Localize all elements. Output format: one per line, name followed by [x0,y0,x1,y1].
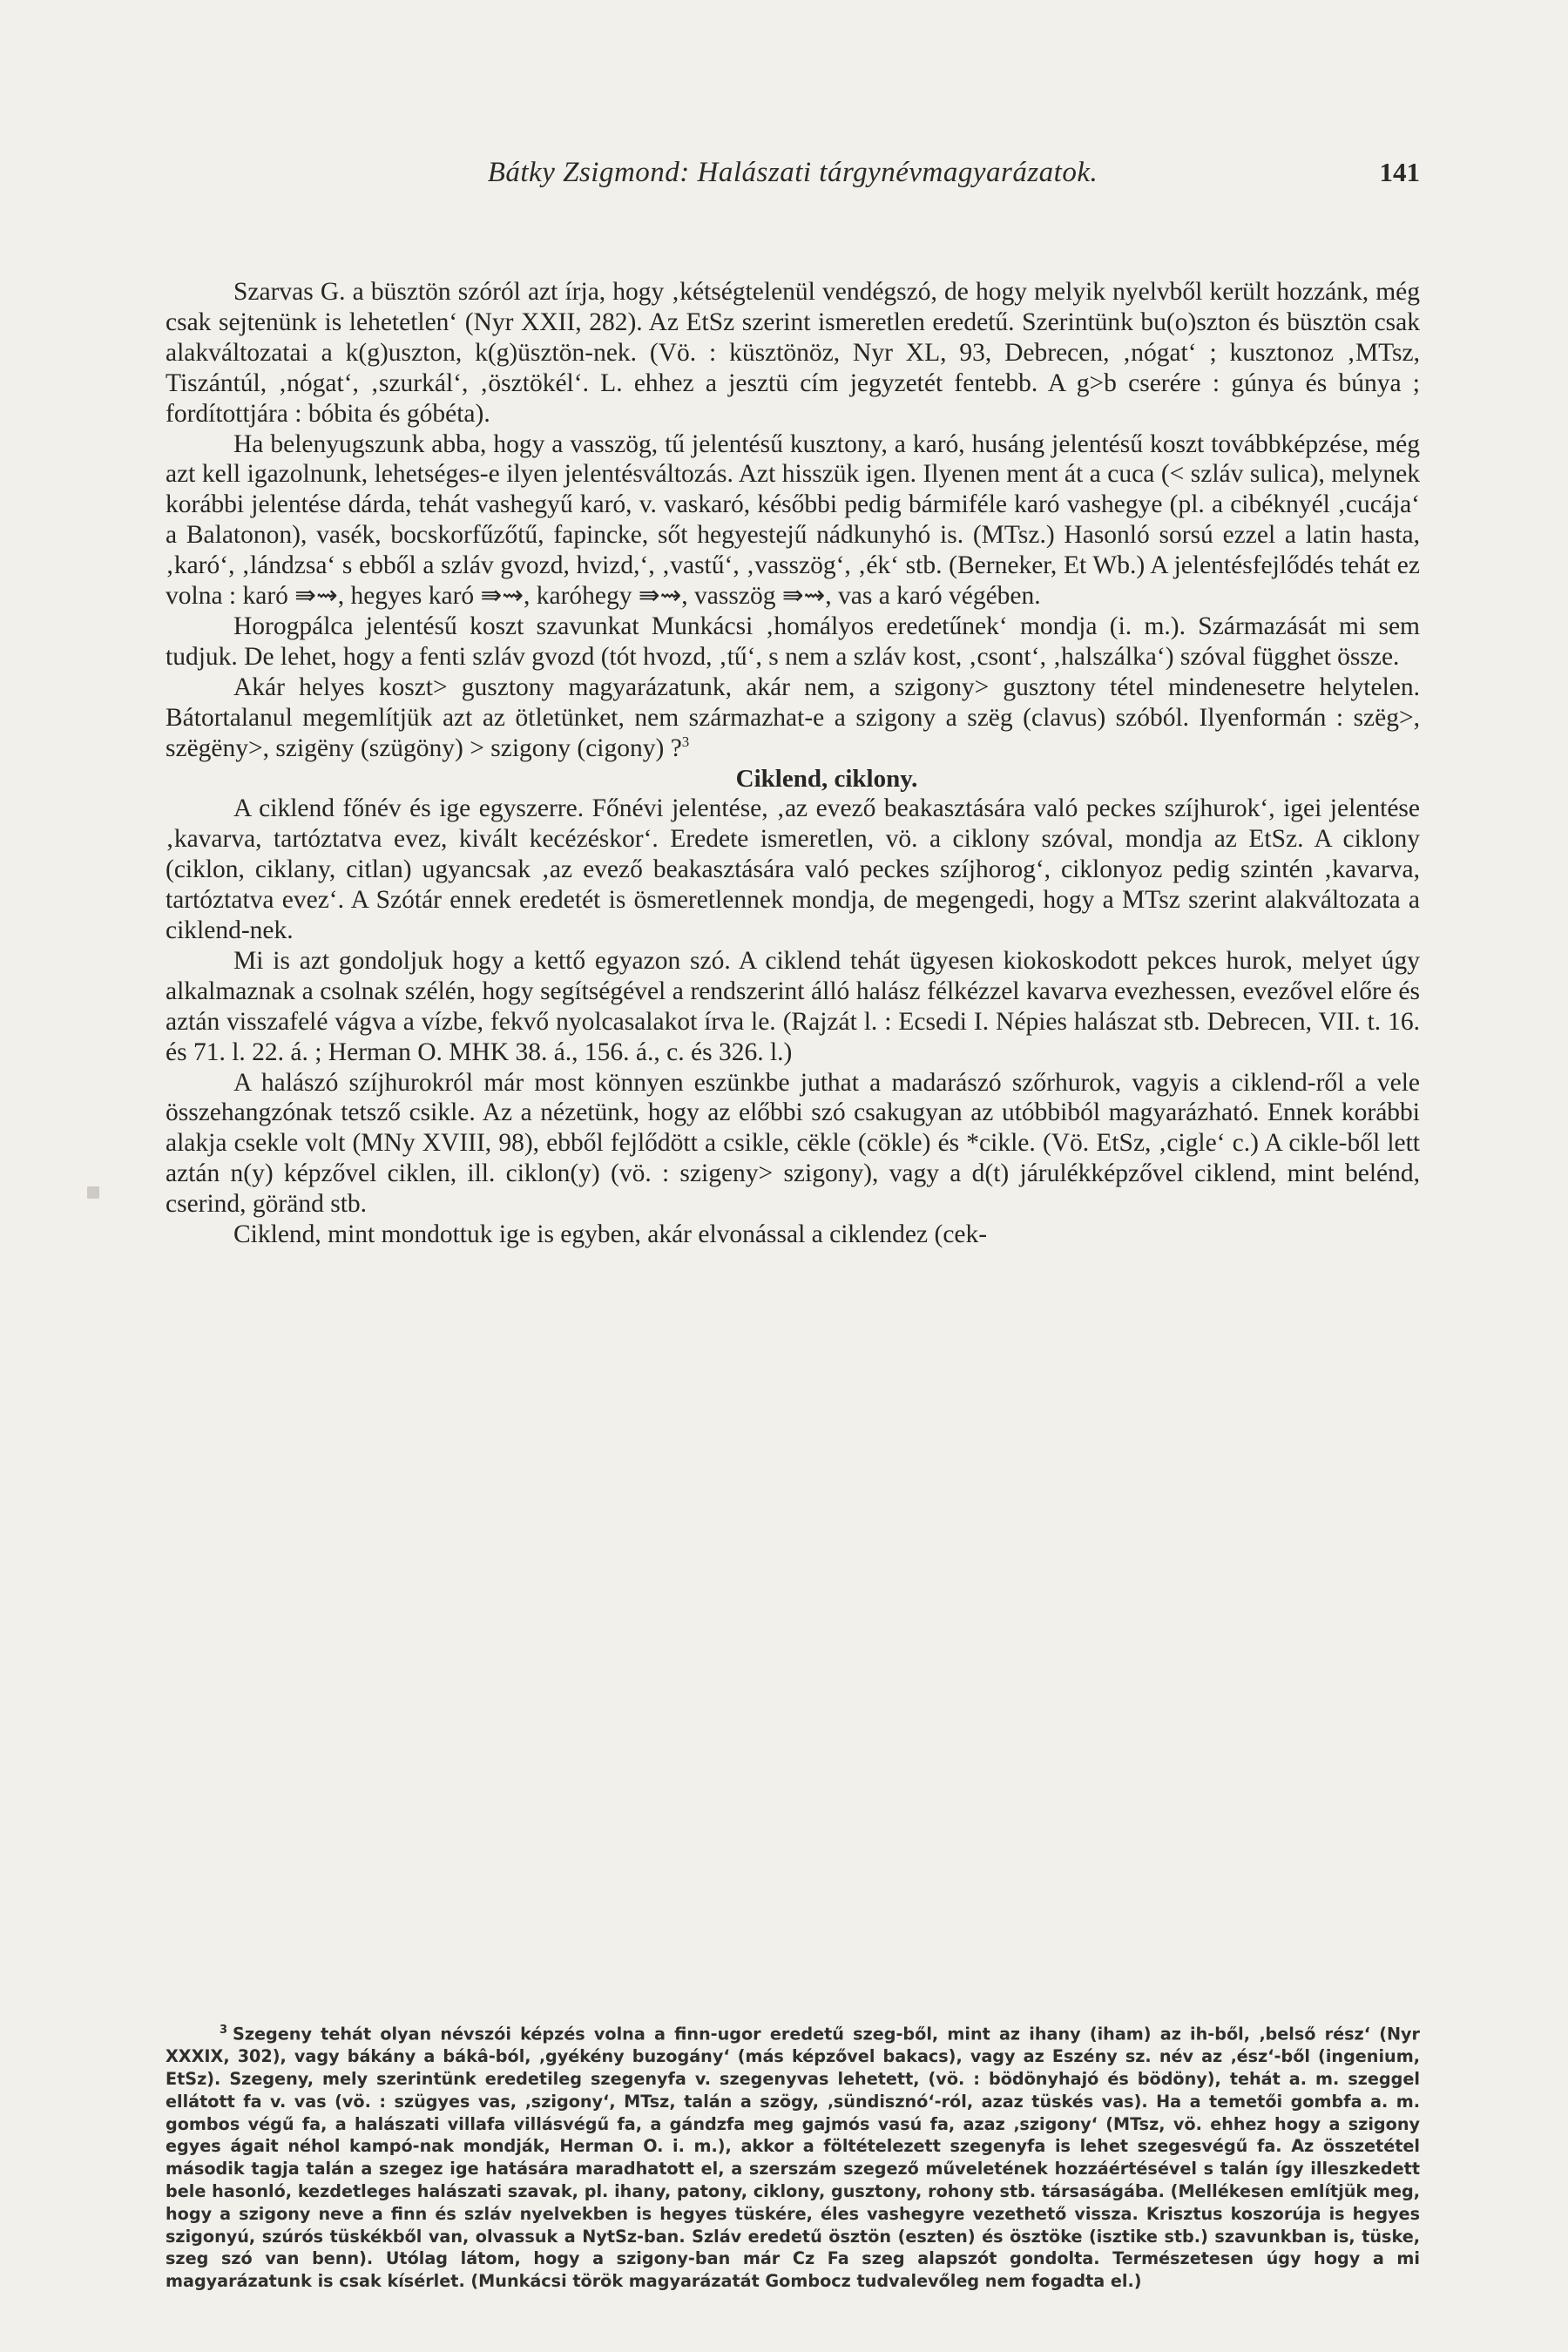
footnotes [166,2019,1420,2293]
page-header [166,157,1420,200]
paragraph-ciklend-ige: Ciklend, mint mondottuk ige is egyben, akár elvonással a ciklendez (cek- [233,1220,988,1249]
paragraph-halaszo-szijhurok: A halászó szíjhurokról már most könnyen eszünkbe juthat a madarászó szőrhurok, vagyis a ciklend-ről a vele összehangzónak tetsző csikle. Az a nézetünk, hogy az előbbi szó csakugyan az utóbbiból magyarázható. Ennek korábbi alakja csekle volt (MNy XVIII, 98), ebből fejlődött a csikle, cëkle (cökle) és *cikle. (Vö. EtSz, ‚cigle‘ c.) A cikle-ből lett aztán n(y) képzővel ciklen, ill. ciklon(y) (vö. : szigeny> szigony), vagy a d(t) járulékképzővel ciklend, mint belénd, cserind, göränd stb. [166,1068,1420,1219]
footnote-reference: 3 [681,733,690,750]
paragraph-szarvas: Szarvas G. a büsztön szóról azt írja, hogy ‚kétségtelenül vendégszó, de hogy melyik nyelvből került hozzánk, még csak sejtenünk is lehetetlen‘ (Nyr XXII, 282). Az EtSz szerint ismeretlen eredetű. Szerintünk bu(o)szton és büsztön csak alakváltozatai a k(g)uszton, k(g)üsztön-nek. (Vö. : küsztönöz, Nyr XL, 93, Debrecen, ‚nógat‘ ; kusztonoz ‚MTsz, Tiszántúl, ‚nógat‘, ‚szurkál‘, ‚ösztökél‘. L. ehhez a jesztü cím jegyzetét fentebb. A g>b cserére : gúnya és búnya ; fordítottjára : bóbita és góbéta). [166,278,1420,428]
section-heading: Ciklend, ciklony. [735,764,918,793]
paragraph-horogpalca: Horogpálca jelentésű koszt szavunkat Munkácsi ‚homályos eredetűnek‘ mondja (i. m.). Származását mi sem tudjuk. De lehet, hogy a fenti szláv gvozd (tót hvozd, ‚tű‘, s nem a szláv kost, ‚csont‘, ‚halszálka‘) szóval függhet össze. [166,612,1420,671]
running-head: Bátky Zsigmond: Halászati tárgynévmagyarázatok. [487,157,1098,188]
paragraph-belenyugszunk: Ha belenyugszunk abba, hogy a vasszög, tű jelentésű kusztony, a karó, husáng jelentésű koszt továbbképzése, még azt kell igazolnunk, lehetséges-e ilyen jelentésváltozás. Azt hisszük igen. Ilyenen ment át a cuca (< szláv sulica), melynek korábbi jelentése dárda, tehát vashegyű karó, v. vaskaró, későbbi pedig bármiféle karó vashegye (pl. a cibéknyél ‚cucája‘ a Balatonon), vasék, bocskorfűzőtű, fapincke, sőt hegyestejű nádkunyhó is. (MTsz.) Hasonló sorsú ezzel a latin hasta, ‚karó‘, ‚lándzsa‘ s ebből a szláv gvozd, hvizd,‘, ‚vastű‘, ‚vasszög‘, ‚ék‘ stb. (Berneker, Et Wb.) A jelentésfejlődés tehát ez volna : karó ⇛⇝, hegyes karó ⇛⇝, karóhegy ⇛⇝, vasszög ⇛⇝, vas a karó végében. [166,429,1420,611]
paragraph-ciklend-fonev: A ciklend főnév és ige egyszerre. Főnévi jelentése, ‚az evező beakasztására való peckes szíjhurok‘, igei jelentése ‚kavarva, tartóztatva evez, kivált kecézéskor‘. Eredete ismeretlen, vö. a ciklony szóval, mondja az EtSz. A ciklony (ciklon, ciklany, citlan) ugyancsak ‚az evező beakasztására való peckes szíjhorog‘, ciklonyoz pedig szintén ‚kavarva, tartóztatva evez‘. A Szótár ennek eredetét is ösmeretlennek mondja, de megengedi, hogy a MTsz szerint alakváltozata a ciklend-nek. [166,794,1420,945]
footnote-3 [166,2019,1420,2293]
page-number: 141 [1379,157,1420,187]
paragraph-mi-is: Mi is azt gondoljuk hogy a kettő egyazon szó. A ciklend tehát ügyesen kiokoskodott pekces hurok, melyet úgy alkalmaznak a csolnak szélén, hogy segítségével a rendszerint álló halász félkézzel kavarva evezhessen, evezővel előre és aztán visszafelé vágva a vízbe, fekvő nyolcasalakot írva le. (Rajzát l. : Ecsedi I. Népies halászat stb. Debrecen, VII. t. 16. és 71. l. 22. á. ; Herman O. MHK 38. á., 156. á., c. és 326. l.) [166,946,1420,1066]
main-text [166,277,1420,1250]
margin-mark [87,1186,99,1199]
footnote-text: Szegeny tehát olyan névszói képzés volna a finn-ugor eredetű szeg-ből, mint az ihany (iham) az ih-ből, ‚belső rész‘ (Nyr XXXIX, 302), vagy bákány a bákâ-ból, ‚gyékény buzogány‘ (más képzővel bakacs), vagy az Eszény sz. név az ‚ész‘-ből (ingenium, EtSz). Szegeny, mely szerintünk eredetileg szegenyfa v. szegenyvas lehetett, (vö. : bödönyhajó és bödöny), tehát a. m. szeggel ellátott fa v. vas (vö. : szügyes vas, ‚szigony‘, MTsz, talán a szögy, ‚sündisznó‘-ról, azaz tüskés vas). Ha a temetői gombfa a. m. gombos végű fa, a halászati villafa villásvégű fa, a gándzfa meg gajmós vasú fa, azaz ‚szigony‘ (MTsz, vö. ehhez hogy a szigony egyes ágait néhol kampó-nak mondják, Herman O. i. m.), akkor a föltételezett szegenyfa is lehet szegesvégű fa. Az összetétel második tagja talán a szegez ige hatására maradhatott el, a szerszám szegező műveletének hozzáértésével s talán így illeszkedett bele hasonló, kezdetleges halászati szavak, pl. ihany, patony, ciklony, gusztony, rohony stb. társaságába. (Mellékesen említjük meg, hogy a szigony neve a finn és szláv nyelvekben is hegyes tüskére, éles vashegyre vezethető vissza. Krisztus koszorúja is hegyes szigonyú, szúrós tüskékből van, olvassuk a NytSz-ban. Szláv eredetű ösztön (eszten) és ösztöke (isztike stb.) szavunkban is, tüske, szeg szó van benn). Utólag látom, hogy a szigony-ban már Cz Fa szeg alapszót gondolta. Természetesen úgy hogy a mi magyarázatunk is csak kísérlet. (Munkácsi török magyarázatát Gombocz tudvalevőleg nem fogadta el.) [166,2024,1420,2292]
footnote-marker: 3 [220,2024,228,2037]
paragraph-akar-helyes-text: Akár helyes koszt> gusztony magyarázatunk, akár nem, a szigony> gusztony tétel mindenesetre helytelen. Bátortalanul megemlítjük azt az ötletünket, nem származhat-e a szigony a szëg (clavus) szóból. Ilyenformán : szëg>, szëgëny>, szigëny (szügöny) > szigony (cigony) ? [166,672,1420,762]
paragraph-akar-helyes [166,672,1420,764]
